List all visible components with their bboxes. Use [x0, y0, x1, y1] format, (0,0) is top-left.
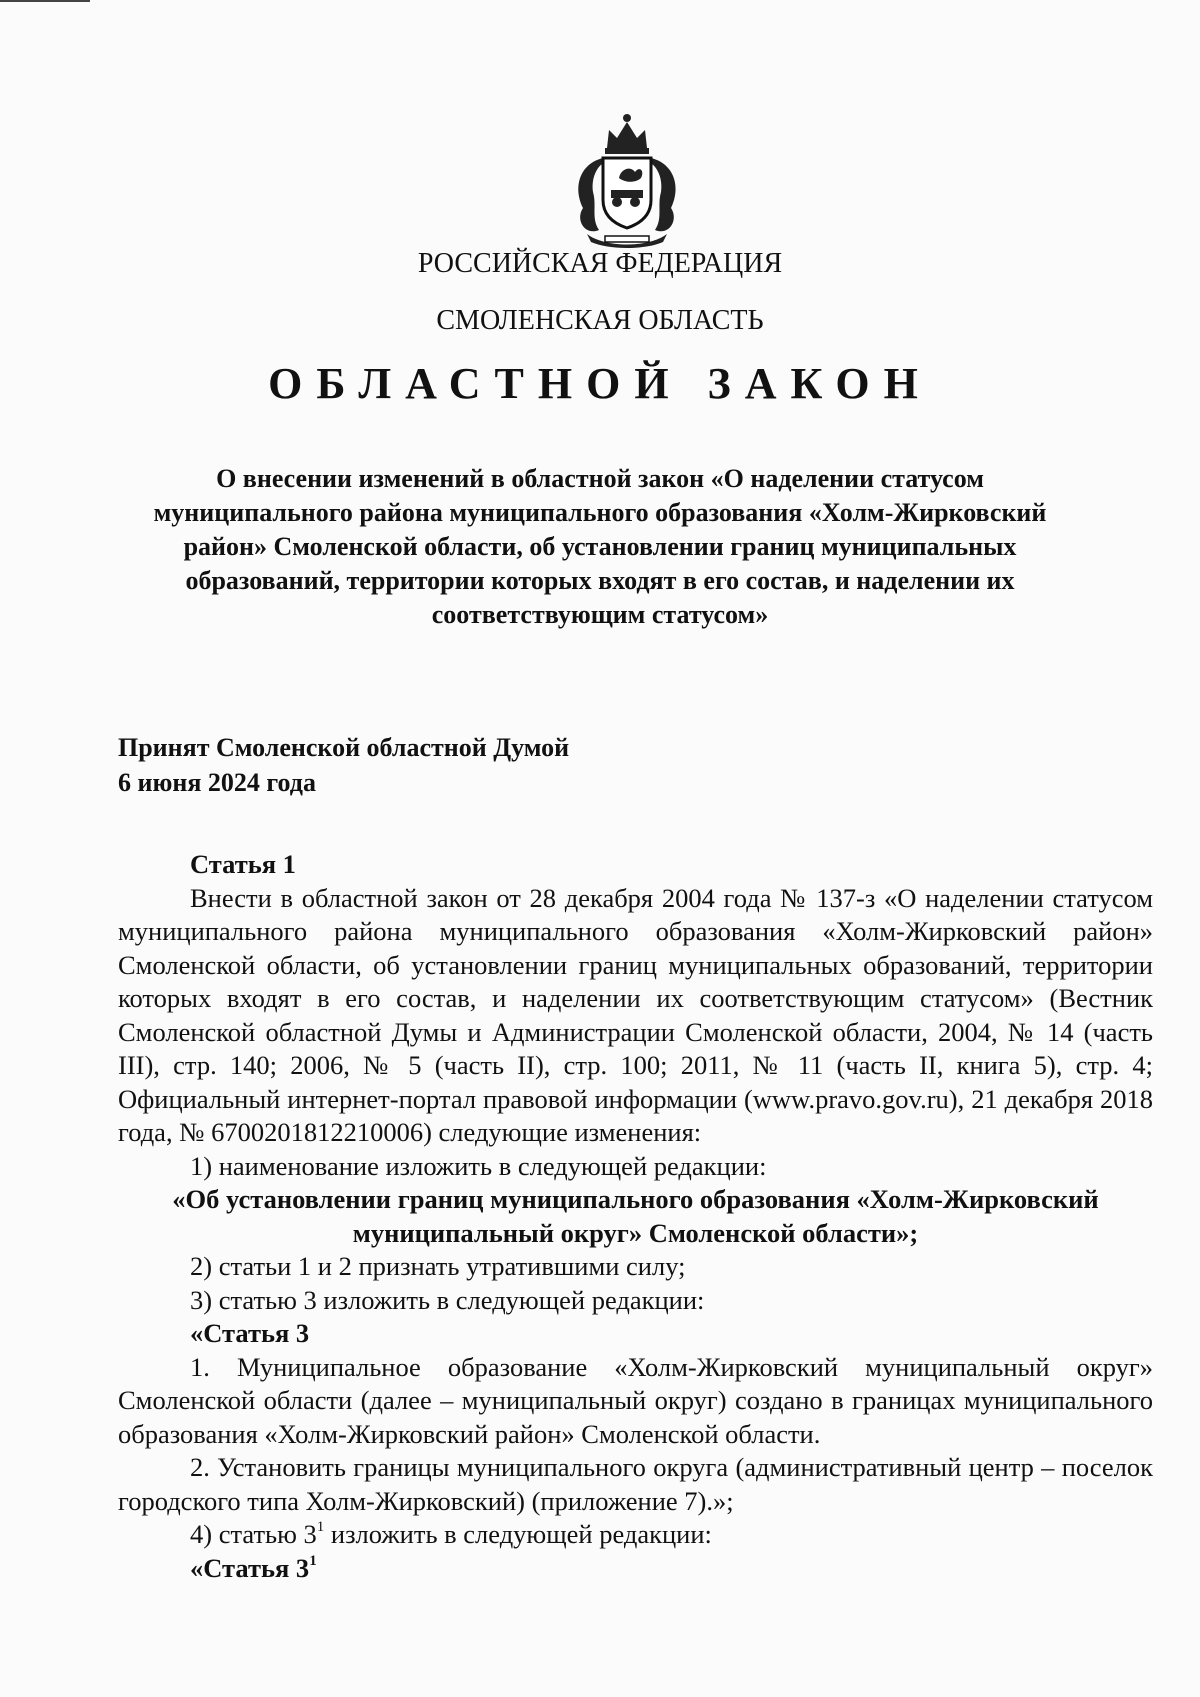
- amendment-item-3: 3) статью 3 изложить в следующей редакции:: [190, 1284, 705, 1315]
- subject-line: образований, территории которых входят в его состав, и наделении их: [185, 566, 1015, 595]
- document-type-title: ОБЛАСТНОЙ ЗАКОН: [268, 359, 932, 408]
- region-heading: СМОЛЕНСКАЯ ОБЛАСТЬ: [436, 305, 764, 336]
- article-1-heading: Статья 1: [190, 849, 296, 879]
- subject-line: район» Смоленской области, об установлении границ муниципальных: [183, 532, 1017, 561]
- item-4-text-b: изложить в следующей редакции:: [324, 1519, 712, 1549]
- law-subject-title: [0, 462, 1200, 632]
- subject-line: О внесении изменений в областной закон «О наделении статусом: [216, 464, 984, 493]
- article-3-paragraph-1: 1. Муниципальное образование «Холм-Жирковский муниципальный округ» Смоленской области (далее – муниципальный округ) создано в границах муниципального образования «Холм-Жирковский район» Смоленской области.: [118, 1351, 1153, 1449]
- article-3-paragraph-2: 2. Установить границы муниципального округа (административный центр – поселок городского типа Холм-Жирковский) (приложение 7).»;: [118, 1452, 1153, 1516]
- amendment-item-2: 2) статьи 1 и 2 признать утратившими силу;: [190, 1251, 686, 1281]
- article-3-heading: «Статья 3: [190, 1318, 310, 1348]
- subject-line: соответствующим статусом»: [431, 600, 769, 629]
- new-title-line: «Об установлении границ муниципального образования «Холм-Жирковский: [172, 1184, 1099, 1214]
- subject-line: муниципального района муниципального образования «Холм-Жирковский: [153, 498, 1047, 527]
- amendment-item-4: [118, 1518, 1153, 1552]
- new-title-line: муниципальный округ» Смоленской области»;: [352, 1217, 919, 1248]
- coat-of-arms-emblem: [565, 108, 689, 250]
- item-4-superscript: 1: [316, 1519, 325, 1535]
- article-3-1-heading-text: «Статья 3: [190, 1552, 310, 1583]
- scan-edge-mark: [0, 0, 90, 2]
- article-1-body: [118, 848, 1153, 1585]
- item-4-text-a: 4) статью 3: [190, 1519, 317, 1549]
- article-3-1-superscript: 1: [309, 1552, 317, 1569]
- new-law-title: [118, 1183, 1153, 1250]
- country-heading: РОССИЙСКАЯ ФЕДЕРАЦИЯ: [417, 248, 783, 279]
- adopted-by: Принят Смоленской областной Думой: [118, 733, 570, 762]
- article-3-1-heading: [118, 1552, 1153, 1586]
- article-1-intro: Внести в областной закон от 28 декабря 2004 года № 137-з «О наделении статусом муниципального района муниципального образования «Холм-Жирковский район» Смоленской области, об установлении границ муниципальных образований, территории которых входят в его состав, и наделении их соответствующим статусом» (Вестник Смоленской областной Думы и Администрации Смоленской области, 2004, № 14 (часть III), стр. 140; 2006, № 5 (часть II), стр. 100; 2011, № 11 (часть II, книга 5), стр. 4; Официальный интернет-портал правовой информации (www.pravo.gov.ru), 21 декабря 2018 года, № 6700201812210006) следующие изменения:: [118, 882, 1153, 1147]
- adoption-info: [118, 730, 569, 800]
- amendment-item-1: 1) наименование изложить в следующей редакции:: [190, 1150, 767, 1181]
- adoption-date: 6 июня 2024 года: [118, 768, 316, 797]
